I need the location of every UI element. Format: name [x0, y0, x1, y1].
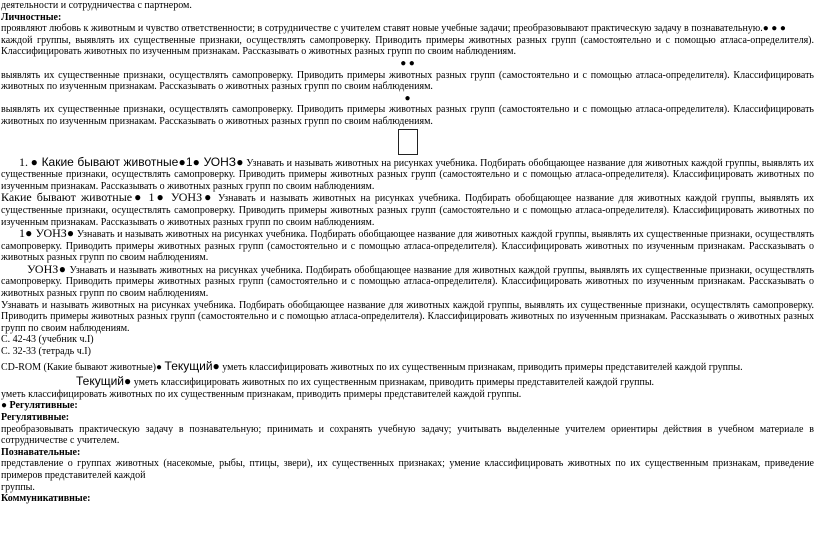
paragraph: Узнавать и называть животных на рисунках учебника. Подбирать обобщающее название для животных каждой группы, выявлять их существенные признаки, осуществлять самопроверку. Приводить примеры животных разных групп (самостоятельно и с помощью атласа-определителя). Классифицировать животных по изученным признакам. Рассказывать о животных разных групп по своим наблюдениям.	[1, 299, 814, 334]
text-line: группы.	[1, 481, 35, 493]
item-text: Узнавать и называть животных на рисунках учебника. Подбирать обобщающее название для животных каждой группы, выявлять их существенные признаки, осуществлять самопроверку. Приводить примеры животных разных групп (самостоятельно и с помощью атласа-определителя). Классифицировать животных по изученным признакам. Рассказывать о животных разных групп по своим наблюдениям.	[1, 193, 815, 228]
paragraph: каждой группы, выявлять их существенные признаки, осуществлять самопроверку. Приводить примеры животных разных групп (самостоятельно и с помощью атласа-определителя). Классифицировать животных по изученным признакам. Рассказывать о животных разных групп по своим наблюдениям.	[1, 34, 814, 58]
item-text: Узнавать и называть животных на рисунках учебника. Подбирать обобщающее название для животных каждой группы, выявлять их существенные признаки, осуществлять самопроверку. Приводить примеры животных разных групп (самостоятельно и с помощью атласа-определителя). Классифицировать животных по изученным признакам. Рассказывать о животных разных групп по своим наблюдениям.	[1, 157, 815, 192]
bullet-marks: ● ●	[400, 57, 415, 69]
workbook-pages: С. 32-33 (тетрадь ч.I)	[1, 346, 91, 358]
item-heading: 1● УОНЗ●	[19, 226, 75, 241]
paragraph: выявлять их существенные признаки, осуществлять самопроверку. Приводить примеры животных разных групп (самостоятельно и с помощью атласа-определителя). Классифицировать животных по изученным признакам. Рассказывать о животных разных групп по своим наблюдениям.	[1, 104, 814, 127]
item-heading: ● Какие бывают животные●1● УОНЗ●	[30, 154, 244, 169]
paragraph: выявлять их существенные признаки, осуществлять самопроверку. Приводить примеры животных разных групп (самостоятельно и с помощью атласа-определителя). Классифицировать животных по изученным признакам. Рассказывать о животных разных групп по своим наблюдениям.	[1, 69, 814, 93]
paragraph	[1, 23, 814, 35]
assessment-type: Текущий●	[164, 358, 220, 373]
section-heading-regulatory: Регулятивные:	[1, 412, 70, 423]
item-heading: Какие бывают животные● 1● УОНЗ●	[1, 190, 214, 205]
assessment-text: уметь классифицировать животных по их существенным признакам, приводить примеры представителей каждой группы.	[133, 377, 655, 389]
numbered-item	[1, 154, 815, 193]
bullet-mark: ●	[404, 92, 411, 104]
section-heading-regulatory: ● Регулятивные:	[1, 400, 78, 412]
item-number: 1.	[19, 154, 28, 169]
cd-rom-line	[1, 358, 814, 374]
assessment-line	[1, 376, 814, 389]
assessment-type: Текущий●	[76, 374, 132, 389]
assessment-text: уметь классифицировать животных по их существенным признакам, приводить примеры представителей каждой группы.	[1, 388, 522, 400]
cd-rom-label: CD-ROM (Какие бывают животные)●	[1, 361, 163, 373]
item-heading: УОНЗ●	[27, 261, 67, 276]
document-page	[1, 0, 814, 505]
text-line: деятельности и сотрудничества с партнером.	[1, 0, 192, 11]
item-text: Узнавать и называть животных на рисунках учебника. Подбирать обобщающее название для животных каждой группы, выявлять их существенные признаки, осуществлять самопроверку. Приводить примеры животных разных групп (самостоятельно и с помощью атласа-определителя). Классифицировать животных по изученным признакам. Рассказывать о животных разных групп по своим наблюдениям.	[1, 229, 815, 264]
section-heading-cognitive: Познавательные:	[1, 446, 81, 458]
assessment-text: уметь классифицировать животных по их существенным признакам, приводить примеры представителей каждой группы.	[222, 361, 743, 373]
text: проявляют любовь к животным и чувство ответственности; в сотрудничестве с учителем ставят новые учебные задачи; преобразовывают практическую задачу в познавательную.	[1, 23, 763, 35]
textbook-pages: С. 42-43 (учебник ч.I)	[1, 334, 94, 346]
bullet-marks: ● ● ●	[762, 23, 786, 35]
section-heading-personal: Личностные:	[1, 11, 62, 23]
paragraph	[1, 228, 814, 264]
paragraph: представление о группах животных (насекомые, рыбы, птицы, звери), их существенных признаках; умение классифицировать животных по их существенным признакам, приведение примеров представителей каждой	[1, 458, 814, 481]
paragraph	[1, 192, 814, 228]
item-text: Узнавать и называть животных на рисунках учебника. Подбирать обобщающее название для животных каждой группы, выявлять их существенные признаки, осуществлять самопроверку. Приводить примеры животных разных групп (самостоятельно и с помощью атласа-определителя). Классифицировать животных по изученным признакам. Рассказывать о животных разных групп по своим наблюдениям.	[1, 264, 815, 300]
checkbox-square	[398, 129, 418, 155]
paragraph: преобразовывать практическую задачу в познавательную; принимать и сохранять учебную задачу; учитывать выделенные учителем ориентиры действия в учебном материале в сотрудничестве с учителем.	[1, 423, 814, 447]
paragraph	[1, 261, 815, 300]
section-heading-communicative: Коммуникативные:	[1, 493, 91, 505]
